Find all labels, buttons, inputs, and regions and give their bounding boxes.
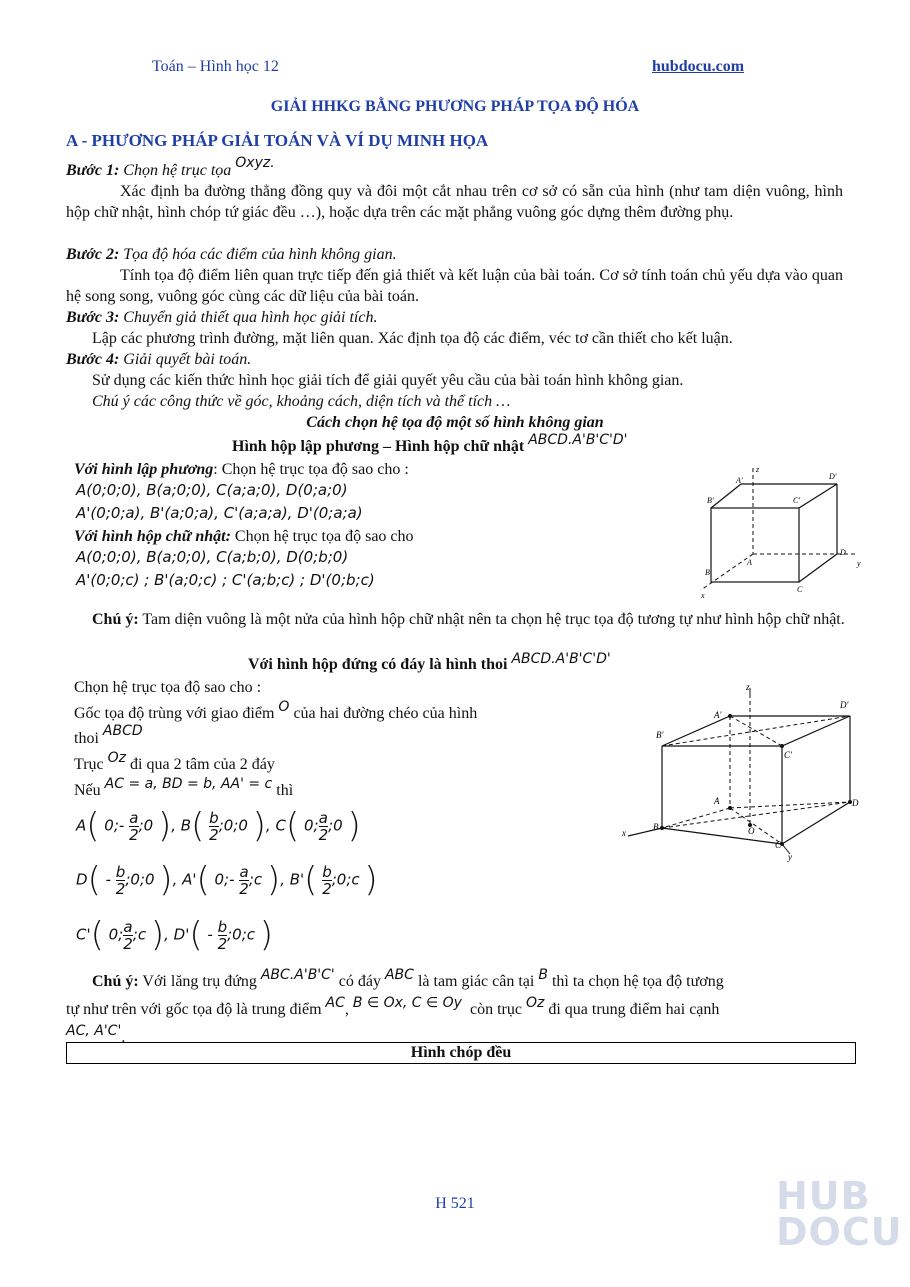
prism-note-m8: AC, A'C' — [66, 1023, 122, 1039]
svg-text:B: B — [653, 822, 659, 832]
prism-note-m6: B ∈ Ox, C ∈ Oy — [352, 995, 462, 1011]
svg-text:A: A — [714, 796, 720, 806]
rhombus-line-2 — [74, 699, 478, 725]
prism-note-label: Chú ý: — [92, 973, 139, 990]
prism-note-t2: có đáy — [338, 973, 381, 990]
step-4-label: Bước 4: — [66, 351, 120, 368]
rhombus-formula-row-1: A( 0;- $\frac{a}{2}$ ;0 ), B( $\frac{b}{2}$ ;0;0 ), C( 0; $\frac{a}{2}$ ;0 ) — [76, 806, 361, 846]
step-2-title: Tọa độ hóa các điểm của hình không gian. — [123, 246, 397, 263]
cube-note-text: Tam diện vuông là một nửa của hình hộp chữ nhật nên ta chọn hệ trục tọa độ tương tự như hình hộp chữ nhật. — [138, 611, 845, 628]
svg-text:z: z — [756, 465, 760, 474]
rhombus-line-4 — [74, 750, 275, 776]
step-3-body: Lập các phương trình đường, mặt liên quan. Xác định tọa độ các điểm, véc tơ cần thiết cho kết luận. — [92, 330, 733, 347]
svg-text:D: D — [840, 548, 846, 557]
page-number: H 521 — [435, 1195, 475, 1212]
rhombus-line-5b: thì — [276, 782, 294, 799]
svg-text:C: C — [797, 585, 803, 594]
svg-text:A': A' — [736, 476, 743, 485]
svg-text:A': A' — [714, 710, 722, 720]
rhombus-line-3a: thoi — [74, 730, 99, 747]
box-intro — [74, 526, 414, 547]
prism-note-m7: Oz — [525, 995, 545, 1011]
prism-note-t7: còn trục — [469, 1001, 522, 1018]
prism-note — [66, 968, 846, 1052]
rhombus-prism-figure — [618, 680, 868, 865]
svg-text:z: z — [746, 682, 750, 692]
step-3-title: Chuyển giả thiết qua hình học giải tích. — [123, 309, 378, 326]
cube-note-label: Chú ý: — [92, 611, 139, 628]
step-2-heading — [66, 244, 397, 265]
rhombus-line-5a: Nếu — [74, 782, 101, 799]
box-intro-text: Chọn hệ trục tọa độ sao cho — [230, 528, 414, 545]
svg-text:C': C' — [793, 496, 801, 505]
cube-intro-text: : Chọn hệ trục tọa độ sao cho : — [213, 461, 409, 478]
step-1-label: Bước 1: — [66, 162, 120, 179]
svg-text:C': C' — [784, 750, 792, 760]
svg-text:B: B — [705, 568, 710, 577]
cube-coords-2: A'(0;0;a), B'(a;0;a), C'(a;a;a), D'(0;a;a) — [76, 504, 363, 522]
prism-note-t5: tự như trên với gốc tọa độ là trung điểm — [66, 1001, 322, 1018]
svg-text:B': B' — [707, 496, 714, 505]
step-4-heading — [66, 349, 251, 370]
rhombus-formula-row-3: C'( 0; $\frac{a}{2}$ ;c ), D'( - $\frac{b}{2}$ ;0;c ) — [76, 915, 274, 955]
step-1-math: Oxyz. — [235, 155, 275, 171]
rhombus-line-2b: của hai đường chéo của hình — [293, 705, 478, 722]
step-2-label: Bước 2: — [66, 246, 120, 263]
pyramid-heading-box: Hình chóp đều — [66, 1042, 856, 1064]
rhombus-heading-math: ABCD.A'B'C'D' — [511, 651, 611, 667]
hubdocu-watermark-logo: HUB DOCU — [776, 1174, 903, 1254]
step-4-body: Sử dụng các kiến thức hình học giải tích để giải quyết yêu cầu của bài toán hình không gian. — [92, 372, 684, 389]
rhombus-line-3 — [74, 723, 143, 750]
rhombus-formula-row-2: D( - $\frac{b}{2}$ ;0;0 ), A'( 0;- $\frac{a}{2}$ ;c ), B'( $\frac{b}{2}$ ;0;c ) — [76, 860, 378, 900]
prism-note-t6: , — [344, 1001, 349, 1018]
step-3-heading — [66, 307, 377, 328]
cube-figure — [695, 462, 870, 600]
svg-text:x: x — [701, 591, 705, 600]
rhombus-condition-math: AC = a, BD = b, AA' = c — [104, 776, 273, 792]
header-subject: Toán – Hình học 12 — [152, 58, 279, 75]
rhombus-abcd-math: ABCD — [102, 723, 143, 739]
prism-note-t1: Với lăng trụ đứng — [142, 973, 257, 990]
cube-note — [66, 609, 846, 630]
prism-note-m2: ABC — [384, 967, 414, 983]
choose-coordinate-title: Cách chọn hệ tọa độ một số hình không gian — [306, 414, 604, 431]
box-label: Với hình hộp chữ nhật: — [74, 528, 231, 545]
box-coords-2: A'(0;0;c) ; B'(a;0;c) ; C'(a;b;c) ; D'(0;b;c) — [76, 571, 375, 589]
svg-text:y: y — [788, 852, 792, 862]
cube-heading-text: Hình hộp lập phương – Hình hộp chữ nhật — [232, 438, 525, 455]
rhombus-oz-math: Oz — [107, 750, 127, 766]
prism-note-t4: thì ta chọn hệ tọa độ tương — [551, 973, 724, 990]
prism-note-m5: AC — [325, 995, 345, 1011]
step-1-title: Chọn hệ trục tọa — [123, 162, 232, 179]
step-3-label: Bước 3: — [66, 309, 120, 326]
step-2-body: Tính tọa độ điểm liên quan trực tiếp đến giả thiết và kết luận của bài toán. Cơ sở tính toán chủ yếu dựa vào quan hệ song song, vuông góc cùng các dữ liệu của bài toán. — [66, 267, 843, 305]
prism-note-m3: B — [538, 967, 548, 983]
svg-text:D: D — [852, 798, 859, 808]
rhombus-line-4a: Trục — [74, 756, 104, 773]
svg-text:B': B' — [656, 730, 664, 740]
svg-text:C: C — [775, 840, 782, 850]
svg-text:A: A — [747, 558, 752, 567]
rhombus-line-2a: Gốc tọa độ trùng với giao điểm — [74, 705, 275, 722]
cube-intro — [74, 459, 409, 480]
prism-note-t9: . — [121, 1029, 126, 1046]
cube-coords-1: A(0;0;0), B(a;0;0), C(a;a;0), D(0;a;0) — [76, 481, 348, 499]
cube-heading-math: ABCD.A'B'C'D' — [528, 432, 628, 448]
page-title: GIẢI HHKG BẰNG PHƯƠNG PHÁP TỌA ĐỘ HÓA — [270, 98, 640, 115]
prism-note-m1: ABC.A'B'C' — [260, 967, 335, 983]
header-site-link[interactable]: hubdocu.com — [652, 58, 745, 75]
svg-text:D': D' — [840, 700, 849, 710]
prism-note-t3: là tam giác cân tại — [417, 973, 535, 990]
svg-text:x: x — [622, 828, 626, 838]
cube-heading — [232, 432, 628, 458]
step-4-title: Giải quyết bài toán. — [123, 351, 252, 368]
svg-text:y: y — [857, 559, 861, 568]
cube-label: Với hình lập phương — [74, 461, 214, 478]
rhombus-heading — [248, 651, 611, 676]
rhombus-line-4b: đi qua 2 tâm của 2 đáy — [130, 756, 275, 773]
step-4-note: Chú ý các công thức về góc, khoảng cách, diện tích và thể tích … — [92, 393, 511, 410]
section-heading-a: A - PHƯƠNG PHÁP GIẢI TOÁN VÀ VÍ DỤ MINH HỌA — [66, 131, 489, 150]
rhombus-heading-text: Với hình hộp đứng có đáy là hình thoi — [248, 656, 508, 673]
rhombus-line-1: Chọn hệ trục tọa độ sao cho : — [74, 679, 262, 696]
svg-text:O: O — [748, 826, 755, 836]
box-coords-1: A(0;0;0), B(a;0;0), C(a;b;0), D(0;b;0) — [76, 548, 349, 566]
svg-text:D': D' — [829, 472, 837, 481]
prism-note-t8: đi qua trung điểm hai cạnh — [548, 1001, 720, 1018]
rhombus-line-5 — [74, 776, 294, 802]
rhombus-origin-math: O — [278, 699, 290, 715]
step-1-body: Xác định ba đường thẳng đồng quy và đôi một cắt nhau trên cơ sở có sẵn của hình (như tam diện vuông, hình hộp chữ nhật, hình chóp tứ giác đều …), hoặc dựa trên các mặt phẳng vuông góc dựng thêm đường phụ. — [66, 183, 843, 221]
step-1-heading — [66, 155, 846, 182]
